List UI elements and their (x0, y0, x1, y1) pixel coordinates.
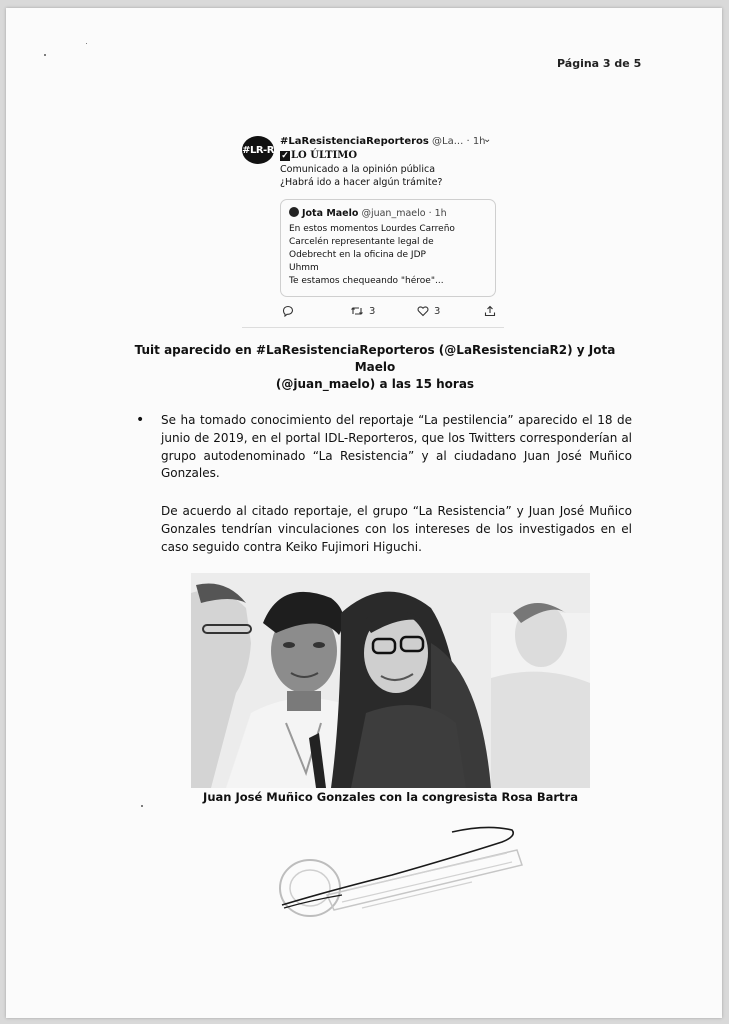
like-action (417, 305, 440, 317)
quoted-avatar-icon (289, 207, 299, 217)
quoted-line: Carcelén representante legal de (289, 237, 434, 247)
tweet-divider (242, 327, 504, 328)
quoted-line: En estos momentos Lourdes Carreño (289, 224, 455, 234)
photo-illustration (191, 573, 590, 788)
tweet-badge-label: LO ÚLTIMO (291, 150, 358, 161)
share-icon (484, 305, 496, 317)
tweet-caption-line: Tuit aparecido en #LaResistenciaReporteros (@LaResistenciaR2) y Jota Maelo (134, 343, 616, 374)
quoted-line: Te estamos chequeando "héroe"... (289, 276, 444, 286)
photo-caption: Juan José Muñico Gonzales con la congresista Rosa Bartra (203, 790, 578, 804)
tweet-actions (280, 305, 500, 321)
tweet-badge (280, 150, 357, 161)
retweet-action (350, 305, 375, 317)
tweet-screenshot (242, 133, 504, 328)
tweet-caption-line: (@juan_maelo) a las 15 horas (275, 377, 475, 391)
tweet-avatar: #LR-R (242, 136, 274, 164)
scan-speck (44, 54, 46, 56)
quoted-tweet-header (289, 207, 447, 219)
tweet-line: ¿Habrá ido a hacer algún trámite? (280, 176, 443, 188)
page-number: Página 3 de 5 (557, 57, 642, 70)
tweet-text (280, 164, 442, 189)
body-paragraph-2: De acuerdo al citado reportaje, el grupo “La Resistencia” y Juan José Muñico Gonzales tendrían vinculaciones con los intereses de los investigados en el caso seguido contra Keiko Fujimori Higuchi. (161, 504, 632, 554)
tweet-author: #LaResistenciaReporteros (280, 136, 429, 147)
tweet-handle-time: @La... · 1h (432, 136, 486, 147)
check-box-icon: ✓ (281, 151, 289, 161)
quoted-line: Uhmm (289, 263, 319, 273)
tweet-header (280, 136, 486, 147)
body-paragraph-1: Se ha tomado conocimiento del reportaje “La pestilencia” aparecido el 18 de junio de 2019, en el portal IDL-Reporteros, que los Twitters corresponderían al grupo autodenominado “La Resistencia” y al ciudadano Juan José Muñico Gonzales. (161, 413, 632, 481)
heart-icon (417, 305, 429, 317)
quoted-line: Odebrecht en la oficina de JDP (289, 250, 426, 260)
scan-speck (86, 43, 87, 44)
quoted-tweet-handle-time: @juan_maelo · 1h (361, 208, 447, 219)
tweet-line: Comunicado a la opinión pública (280, 164, 436, 175)
seal-and-signature (272, 820, 532, 920)
bullet-marker: • (136, 412, 145, 428)
quoted-tweet-author: Jota Maelo (302, 208, 359, 219)
seal-signature-drawing (272, 820, 532, 920)
reply-action (282, 305, 294, 317)
photo (191, 573, 590, 788)
tweet-caption (120, 342, 630, 393)
retweet-count: 3 (369, 305, 376, 317)
quoted-tweet-text (289, 223, 455, 288)
chevron-down-icon: ⌄ (483, 134, 492, 145)
retweet-icon (350, 305, 364, 317)
like-count: 3 (434, 305, 441, 317)
scan-speck (141, 805, 143, 807)
quoted-tweet (280, 199, 496, 297)
share-action (484, 305, 496, 317)
reply-icon (282, 305, 294, 317)
